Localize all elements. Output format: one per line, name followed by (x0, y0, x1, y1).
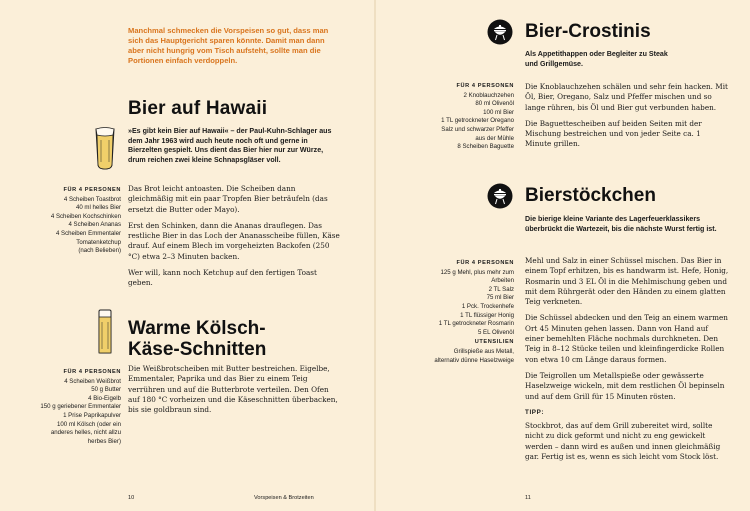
ingredient-item: Tomatenketchup (76, 238, 121, 246)
ingredient-item: 1 TL getrockneter Oregano (441, 117, 514, 125)
ingredient-item: 4 Scheiben Weißbrot (64, 377, 121, 385)
ingredients-warme-koelsch (10, 368, 121, 446)
ingredients-bier-crostinis (405, 82, 514, 152)
ingredients-bierstoeckchen (395, 259, 514, 365)
kolsch-glass-icon (97, 308, 113, 356)
ingredient-item: Salz und schwarzer Pfeffer (441, 125, 514, 133)
ingredient-item: 125 g Mehl, plus mehr zum (440, 268, 514, 276)
ingredient-item: 1 TL flüssiger Honig (460, 311, 514, 319)
recipe-step: Die Weißbrotscheiben mit Butter bestreichen. Eigelbe, Emmentaler, Paprika und das Bier zu einem Teig verrühren und auf die Butterbrote verteilen. Den Ofen auf 180 °C vorheizen und die Käseschnitten überbacken, bis sie goldbraun sind. (128, 364, 338, 415)
ingredient-item: 150 g geriebener Emmentaler (40, 403, 121, 411)
recipe-step: Die Teigrollen um Metallspieße oder gewässerte Haselzweige wickeln, mit dem restlichen Öl bepinseln und auf dem Grill für 15 Minuten rösten. (525, 370, 725, 401)
kettle-grill-icon (487, 19, 513, 45)
ingredients-header: FÜR 4 PERSONEN (456, 260, 514, 266)
ingredient-item: 100 ml Kölsch (oder ein (56, 420, 121, 428)
recipe-step: Mehl und Salz in einer Schüssel mischen. Das Bier in einem Topf erhitzen, bis es handwarm ist. Hefe, Honig, Rosmarin und 3 EL Öl in die Mehlmischung geben und mit dem Rührgerät oder den Händen zu einem glatten Teig verkneten. (525, 256, 729, 307)
ingredient-item: 4 Scheiben Emmentaler (55, 229, 121, 237)
ingredient-item: Arbeiten (491, 277, 514, 285)
recipe-step: Erst den Schinken, dann die Ananas drauflegen. Das restliche Bier in das Loch der Ananasscheibe füllen, Käse drauf. Auf einem Blech im vorgeheizten Backofen (250 °C) etwa 2–3 Minuten backen. (128, 220, 340, 261)
recipe-title-warme-koelsch-kaese-schnitten (128, 318, 328, 360)
ingredient-item: 4 Bio-Eigelb (88, 394, 121, 402)
page-number-left: 10 (128, 495, 135, 501)
ingredient-item: 5 EL Olivenöl (477, 328, 514, 336)
recipe-steps-bier-crostinis (525, 82, 729, 156)
ingredients-header: FÜR 4 PERSONEN (63, 187, 121, 193)
recipe-steps-warme-koelsch (128, 364, 341, 421)
recipe-steps-bierstoeckchen (525, 256, 729, 468)
recipe-steps-bier-auf-hawaii (128, 184, 341, 295)
utensil-item: Grillspieße aus Metall, (453, 347, 514, 355)
recipe-step: Die Schüssel abdecken und den Teig an einem warmen Ort 45 Minuten gehen lassen. Dann von Hand auf einer bemehlten Fläche nochmals durchkneten. Den Teig in 8–12 Stücke teilen und kleinfingerdicke Rollen von etwa 10 cm Länge daraus formen. (525, 313, 728, 364)
tip-header: TIPP: (525, 408, 545, 416)
recipe-step: Die Baguettescheiben auf beiden Seiten mit der Mischung bestreichen und von jeder Seite ca. 1 Minute grillen. (525, 118, 702, 149)
ingredient-item: 100 ml Bier (483, 108, 514, 116)
recipe-lead-bierstoeckchen: Die bierige kleine Variante des Lagerfeuerklassikers überbrückt die Wartezeit, bis die nächste Wurst fertig ist. (525, 215, 717, 233)
ingredients-header: FÜR 4 PERSONEN (456, 83, 514, 89)
recipe-lead-bier-crostinis: Als Appetithappen oder Begleiter zu Steak und Grillgemüse. (525, 50, 668, 68)
title-line: Warme Kölsch- (128, 318, 266, 339)
ingredients-bier-auf-hawaii (10, 186, 121, 256)
beer-glass-icon (93, 126, 117, 172)
ingredient-item: 80 ml Olivenöl (475, 100, 514, 108)
ingredient-item: 4 Scheiben Kochschinken (50, 212, 121, 220)
ingredient-item: 1 Pck. Trockenhefe (461, 302, 514, 310)
book-spine (374, 0, 376, 511)
ingredient-item: 2 TL Salz (488, 285, 514, 293)
utensil-item: alternativ dünne Haselzweige (434, 356, 514, 364)
ingredient-item: 1 TL getrockneter Rosmarin (438, 320, 514, 328)
ingredient-item: (nach Belieben) (78, 247, 121, 255)
kettle-grill-icon (487, 183, 513, 209)
page-number-right: 11 (525, 495, 531, 501)
intro-text: Manchmal schmecken die Vorspeisen so gut, dass man sich das Hauptgericht sparen könnte. Damit man dann aber nicht hungrig vom Tisch aufsteht, sollte man die Portionen einfach verdoppeln. (128, 26, 329, 66)
running-footer: Vorspeisen & Brotzeiten (254, 495, 314, 501)
utensils-header: UTENSILIEN (474, 339, 514, 346)
ingredients-header: FÜR 4 PERSONEN (63, 369, 121, 375)
recipe-lead-bier-auf-hawaii: »Es gibt kein Bier auf Hawaii« – der Paul-Kuhn-Schlager aus dem Jahr 1963 wird auch heute noch oft und gerne in Bierzelten gespielt. Uns dient das Bier hier nur zur Würze, drum reichen zwei kleine Schnapsgläser voll. (128, 127, 332, 164)
title-line: Käse-Schnitten (128, 339, 267, 360)
recipe-step: Wer will, kann noch Ketchup auf den fertigen Toast geben. (128, 268, 317, 288)
recipe-step: Die Knoblauchzehen schälen und sehr fein hacken. Mit Öl, Bier, Oregano, Salz und Pfeffer mischen und so lange rühren, bis Öl und Bier gut verbunden haben. (525, 82, 728, 112)
ingredient-item: herbes Bier) (87, 437, 121, 445)
recipe-title-bier-auf-hawaii: Bier auf Hawaii (128, 98, 268, 119)
recipe-title-bierstoeckchen: Bierstöckchen (525, 185, 656, 206)
recipe-title-bier-crostinis: Bier-Crostinis (525, 21, 651, 42)
ingredient-item: 4 Scheiben Ananas (68, 221, 121, 229)
tip-text: Stockbrot, das auf dem Grill zubereitet wird, sollte nicht zu dick geformt und nicht zu eng gewickelt werden – dann wird es außen und innen gleichmäßig gar. Fertig ist es, wenn es sich leicht vom Stock löst. (525, 421, 721, 462)
ingredient-item: anderes helles, nicht allzu (50, 429, 121, 437)
ingredient-item: 8 Scheiben Baguette (457, 143, 514, 151)
ingredient-item: aus der Mühle (475, 134, 514, 142)
ingredient-item: 75 ml Bier (486, 294, 514, 302)
ingredient-item: 2 Knoblauchzehen (463, 91, 514, 99)
recipe-step: Das Brot leicht antoasten. Die Scheiben dann gleichmäßig mit ein paar Tropfen Bier beträufeln (das ersetzt die Butter oder Mayo). (128, 184, 328, 214)
ingredient-item: 1 Prise Paprikapulver (63, 411, 121, 419)
ingredient-item: 50 g Butter (91, 386, 121, 394)
ingredient-item: 40 ml helles Bier (75, 204, 121, 212)
ingredient-item: 4 Scheiben Toastbrot (63, 195, 121, 203)
